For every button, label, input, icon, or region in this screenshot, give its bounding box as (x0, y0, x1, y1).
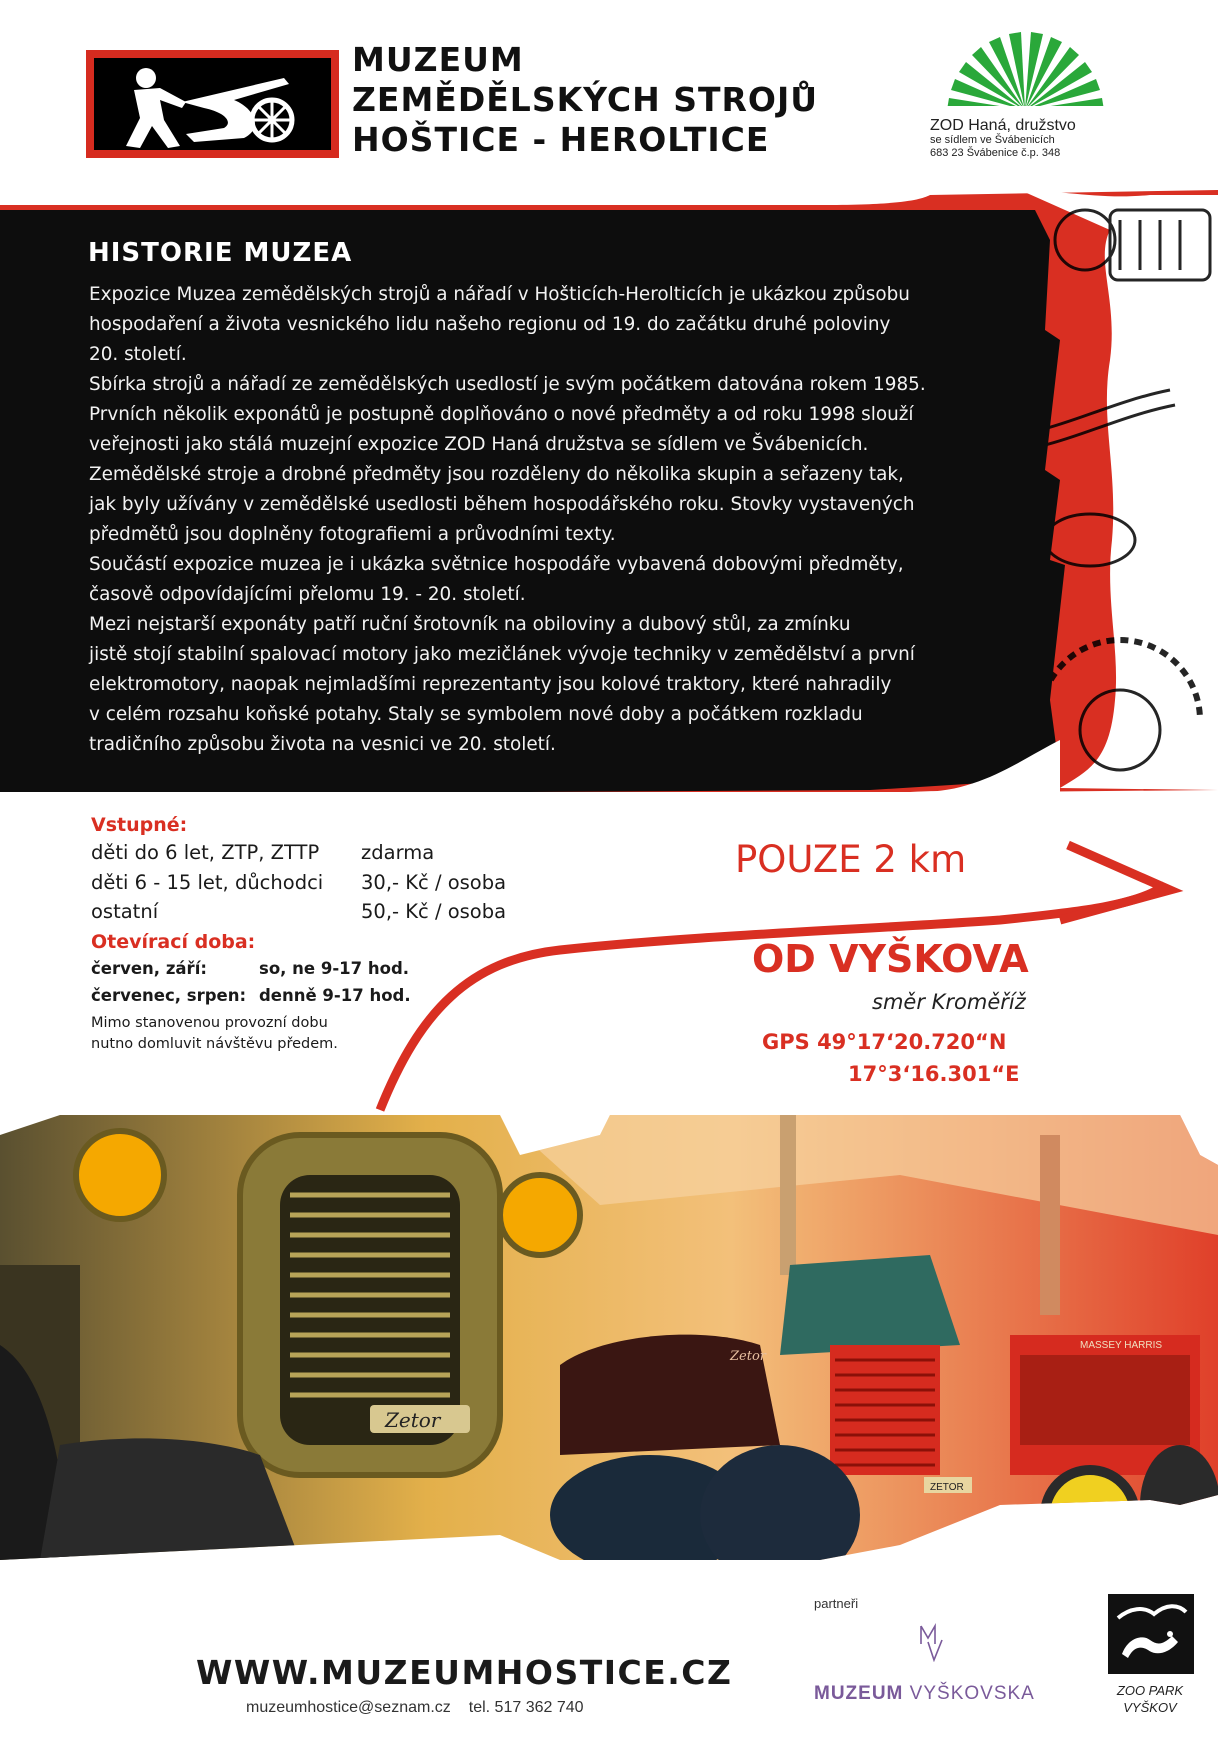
price-value: 30,- Kč / osoba (361, 870, 507, 894)
hours-row (91, 955, 506, 982)
history-line: časově odpovídajícími přelomu 19. - 20. století. (89, 584, 526, 605)
opening-heading: Otevírací doba: (91, 930, 256, 953)
zod-name: ZOD Haná, družstvo (930, 117, 1076, 134)
history-line: elektromotory, naopak nejmladšími reprezentanty jsou kolové traktory, které nahradily (89, 674, 892, 695)
title-line-1: MUZEUM (352, 40, 524, 79)
history-heading: HISTORIE MUZEA (88, 238, 353, 268)
badge-text-3: Zetor (730, 1349, 766, 1364)
visitor-info (91, 812, 506, 1055)
distance-label: POUZE 2 km (735, 838, 967, 881)
history-line: hospodaření a života vesnického lidu našeho regionu od 19. do začátku druhé poloviny (89, 314, 891, 335)
note-line-1: Mimo stanovenou provozní dobu (91, 1014, 328, 1031)
partner-museum-name (814, 1683, 1035, 1705)
hours-months: červen, září: (91, 958, 207, 978)
history-line: Sbírka strojů a nářadí ze zemědělských usedlostí je svým počátkem datována rokem 1985. (89, 374, 926, 395)
partners-label: partneři (814, 1596, 859, 1611)
history-line: Mezi nejstarší exponáty patří ruční šrotovník na obiloviny a dubový stůl, za zmínku (89, 614, 851, 635)
history-line: Expozice Muzea zemědělských strojů a nářadí v Hošticích-Herolticích je ukázkou způsobu (89, 284, 910, 305)
partner-zoo-name (1100, 1682, 1200, 1716)
price-row (91, 868, 506, 898)
from-label: OD VYŠKOVA (752, 937, 1029, 981)
title-line-2: ZEMĚDĚLSKÝCH STROJŮ (352, 80, 819, 119)
phone-number: tel. 517 362 740 (468, 1699, 584, 1716)
history-line: předmětů jsou doplněny fotografiemi a průvodními texty. (89, 524, 616, 545)
tractor-photo (0, 1115, 1218, 1560)
zoo-line-2: VYŠKOV (1123, 1700, 1177, 1715)
price-category: ostatní (91, 900, 159, 923)
muzeum-vyskovska-icon (918, 1622, 946, 1662)
hours-months: červenec, srpen: (91, 985, 247, 1005)
opening-note (91, 1013, 506, 1055)
partner-museum-rest: VYŠKOVSKA (903, 1683, 1035, 1704)
direction-label: směr Kroměříž (872, 990, 1026, 1014)
price-value: 50,- Kč / osoba (361, 900, 507, 923)
history-line: tradičního způsobu života na vesnici ve 20. století. (89, 734, 556, 755)
badge-text-4: MASSEY HARRIS (1080, 1340, 1163, 1351)
note-line-2: nutno domluvit návštěvu předem. (91, 1035, 338, 1052)
price-category: děti 6 - 15 let, důchodci (91, 870, 324, 894)
price-category: děti do 6 let, ZTP, ZTTP (91, 841, 320, 864)
zod-address-line: 683 23 Švábenice č.p. 348 (930, 147, 1061, 159)
zoo-line-1: ZOO PARK (1116, 1683, 1184, 1698)
history-line: Prvních několik exponátů je postupně doplňováno o nové předměty a od roku 1998 slouží (89, 404, 914, 425)
history-line: Zemědělské stroje a drobné předměty jsou rozděleny do několika skupin a seřazeny tak, (89, 464, 904, 485)
zod-seat: se sídlem ve Švábenicích (930, 134, 1055, 146)
partner-museum-bold: MUZEUM (814, 1683, 904, 1704)
price-row (91, 897, 506, 927)
history-line: jak byly užívány v zemědělské usedlosti během hospodářského roku. Stovky vystavených (89, 494, 915, 515)
email-link[interactable]: muzeumhostice@seznam.cz (246, 1699, 451, 1716)
badge-text-1: Zetor (385, 1408, 441, 1432)
history-line: v celém rozsahu koňské potahy. Staly se symbolem nové doby a počátkem rozkladu (89, 704, 863, 725)
hours-value: so, ne 9-17 hod. (259, 958, 410, 978)
zoo-park-icon (1108, 1594, 1194, 1674)
price-value: zdarma (361, 841, 435, 864)
website-link[interactable]: WWW.MUZEUMHOSTICE.CZ (196, 1653, 733, 1692)
history-line: veřejnosti jako stálá muzejní expozice ZOD Haná družstva se sídlem ve Švábenicích. (89, 434, 869, 455)
hours-value: denně 9-17 hod. (259, 985, 411, 1005)
history-line: 20. století. (89, 344, 187, 365)
badge-text-2: ZETOR (930, 1482, 964, 1493)
gps-longitude: 17°3‘16.301“E (848, 1062, 1020, 1086)
gps-latitude: GPS 49°17‘20.720“N (762, 1030, 1007, 1054)
title-line-3: HOŠTICE - HEROLTICE (352, 120, 770, 159)
admission-heading: Vstupné: (91, 814, 188, 836)
price-row (91, 838, 506, 868)
hours-row (91, 982, 506, 1009)
history-line: Součástí expozice muzea je i ukázka světnice hospodáře vybavená dobovými předměty, (89, 554, 904, 575)
history-line: jistě stojí stabilní spalovací motory jako mezičlánek vývoje techniky v zemědělství a první (89, 644, 915, 665)
contact-line (246, 1699, 602, 1717)
